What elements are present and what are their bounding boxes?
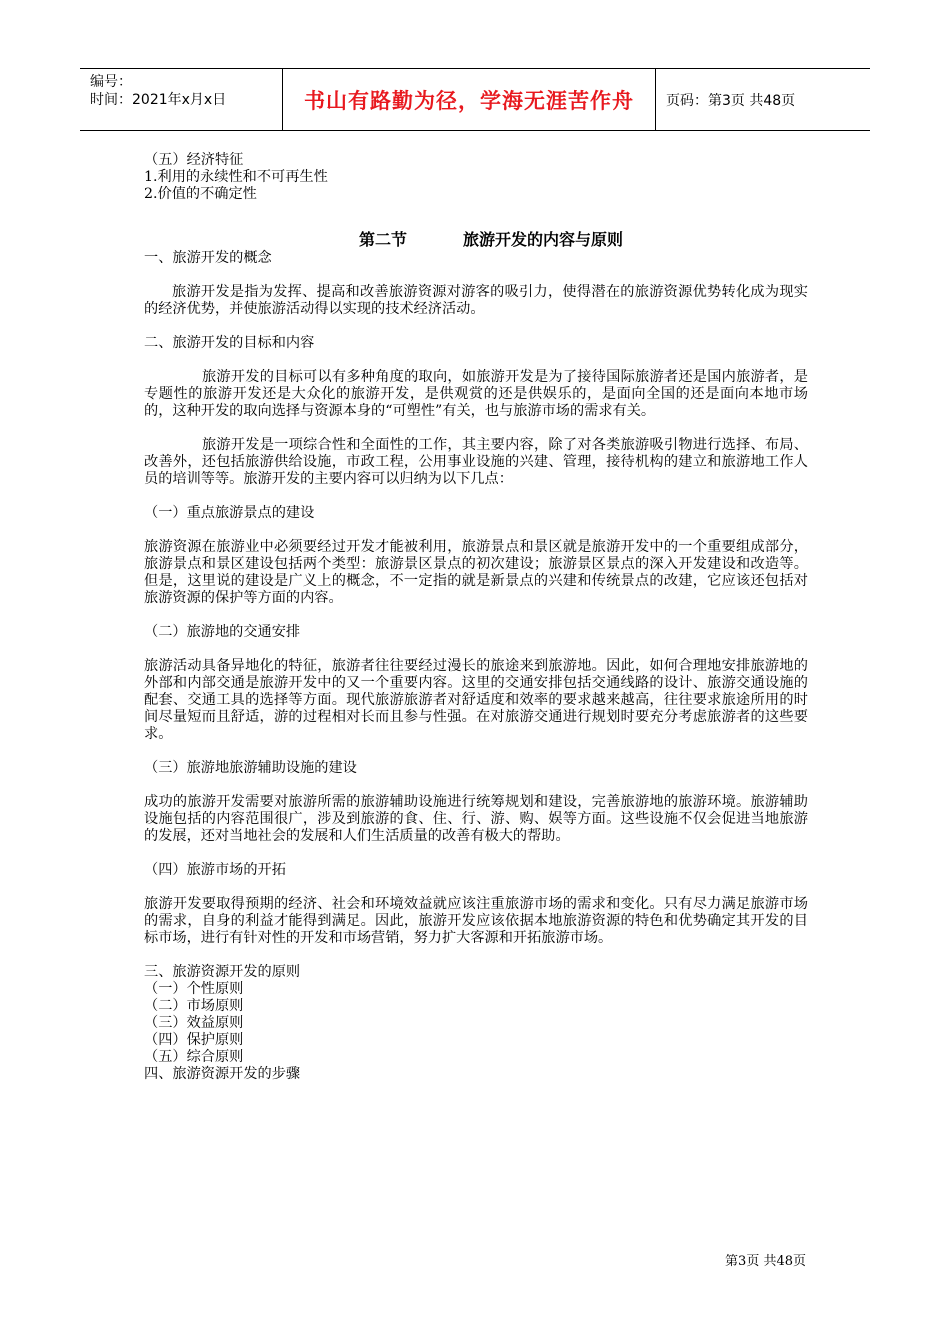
document-time: 时间：2021年x月x日 (90, 92, 227, 108)
section-number: 第二节 (358, 230, 407, 249)
heading-goals: 二、旅游开发的目标和内容 (144, 335, 315, 351)
section-name: 旅游开发的内容与原则 (463, 230, 624, 249)
footer-page-number: 第3页 共48页 (725, 1254, 806, 1269)
paragraph-content: 旅游开发是一项综合性和全面性的工作，其主要内容，除了对各类旅游吸引物进行选择、布局、改善外，还包括旅游供给设施，市政工程，公用事业设施的兴建、管理，接待机构的建立和旅游地工作人员的培训等等。旅游开发的主要内容可以归纳为以下几点： (144, 437, 808, 487)
document-body (144, 152, 808, 1083)
paragraph-concept: 旅游开发是指为发挥、提高和改善旅游资源对游客的吸引力，使得潜在的旅游资源优势转化成为现实的经济优势，并使旅游活动得以实现的技术经济活动。 (144, 284, 808, 317)
paragraph-goals: 旅游开发的目标可以有多种角度的取向，如旅游开发是为了接待国际旅游者还是国内旅游者，是专题性的旅游开发还是大众化的旅游开发，是供观赏的还是供娱乐的，是面向全国的还是面向本地市场的，这种开发的取向选择与资源本身的“可塑性”有关，也与旅游市场的需求有关。 (144, 369, 808, 419)
subheading-scenic: （一）重点旅游景点的建设 (144, 505, 315, 521)
intro-line: 2.价值的不确定性 (144, 186, 257, 202)
section-title (144, 230, 808, 250)
subheading-facilities: （三）旅游地旅游辅助设施的建设 (144, 760, 357, 776)
principle-item: （三）效益原则 (144, 1015, 244, 1031)
paragraph-market: 旅游开发要取得预期的经济、社会和环境效益就应该注重旅游市场的需求和变化。只有尽力满足旅游市场的需求，自身的利益才能得到满足。因此，旅游开发应该依据本地旅游资源的特色和优势确定其开发的目标市场，进行有针对性的开发和市场营销，努力扩大客源和开拓旅游市场。 (144, 896, 808, 946)
principle-item: （五）综合原则 (144, 1049, 244, 1065)
subheading-transport: （二）旅游地的交通安排 (144, 624, 301, 640)
header-meta (80, 69, 282, 130)
intro-line: 1.利用的永续性和不可再生性 (144, 169, 328, 185)
principle-item: （二）市场原则 (144, 998, 244, 1014)
header-page-number: 页码：第3页 共48页 (666, 92, 796, 109)
paragraph-scenic: 旅游资源在旅游业中必须要经过开发才能被利用，旅游景点和景区就是旅游开发中的一个重要组成部分，旅游景点和景区建设包括两个类型：旅游景区景点的初次建设；旅游景区景点的深入开发建设和改造等。但是，这里说的建设是广义上的概念，不一定指的就是新景点的兴建和传统景点的改建，它应该还包括对旅游资源的保护等方面的内容。 (144, 539, 808, 606)
document-number: 编号： (90, 74, 132, 90)
paragraph-transport: 旅游活动具备异地化的特征，旅游者往往要经过漫长的旅途来到旅游地。因此，如何合理地安排旅游地的外部和内部交通是旅游开发中的又一个重要内容。这里的交通安排包括交通线路的设计、旅游交通设施的配套、交通工具的选择等方面。现代旅游旅游者对舒适度和效率的要求越来越高，往往要求旅途所用的时间尽量短而且舒适，游的过程相对长而且参与性强。在对旅游交通进行规划时要充分考虑旅游者的这些要求。 (144, 658, 808, 742)
paragraph-facilities: 成功的旅游开发需要对旅游所需的旅游辅助设施进行统筹规划和建设，完善旅游地的旅游环境。旅游辅助设施包括的内容范围很广，涉及到旅游的食、住、行、游、购、娱等方面。这些设施不仅会促进当地旅游的发展，还对当地社会的发展和人们生活质量的改善有极大的帮助。 (144, 794, 808, 844)
principle-item: （四）保护原则 (144, 1032, 244, 1048)
subheading-market: （四）旅游市场的开拓 (144, 862, 286, 878)
principle-item: （一）个性原则 (144, 981, 244, 997)
intro-line: （五）经济特征 (144, 152, 244, 168)
heading-steps: 四、旅游资源开发的步骤 (144, 1066, 301, 1082)
header-motto: 书山有路勤为径，学海无涯苦作舟 (282, 69, 656, 130)
page-header (80, 68, 870, 131)
heading-concept: 一、旅游开发的概念 (144, 250, 272, 266)
heading-principles: 三、旅游资源开发的原则 (144, 964, 301, 980)
